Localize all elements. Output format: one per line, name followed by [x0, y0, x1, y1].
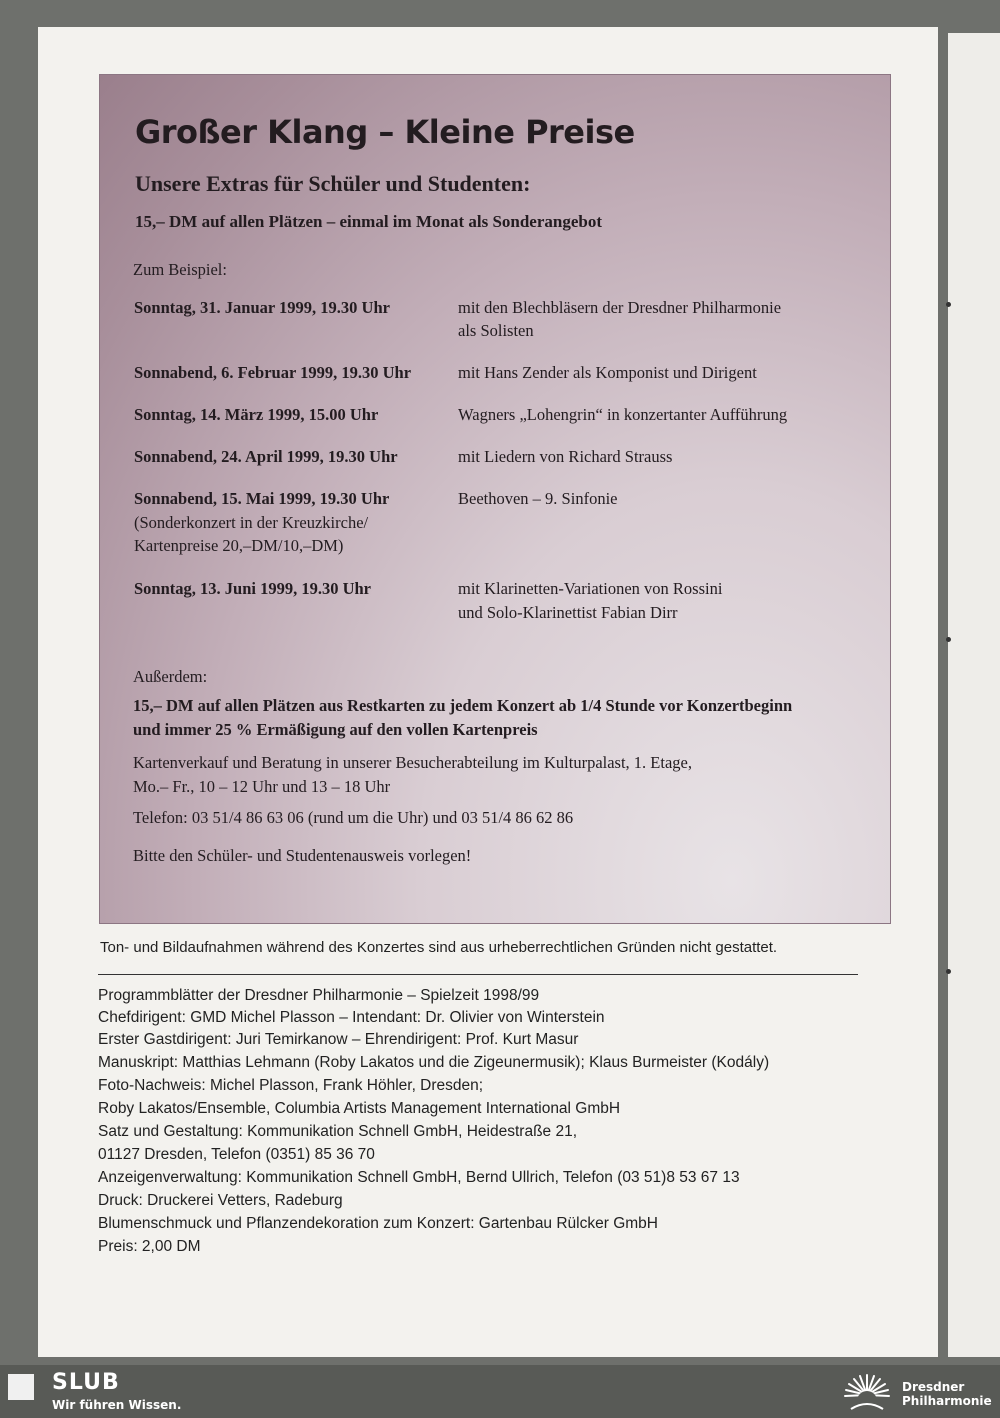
imprint-line: Programmblätter der Dresdner Philharmonie – Spielzeit 1998/99 — [98, 987, 540, 1004]
concert-description: Beethoven – 9. Sinfonie — [458, 489, 618, 508]
imprint-line: Erster Gastdirigent: Juri Temirkanow – Ehrendirigent: Prof. Kurt Masur — [98, 1031, 579, 1048]
imprint-line: Satz und Gestaltung: Kommunikation Schnell GmbH, Heidestraße 21, — [98, 1123, 578, 1140]
slub-logo-text: SLUB — [52, 1370, 120, 1395]
concert-note: (Sonderkonzert in der Kreuzkirche/ — [134, 513, 369, 532]
example-label: Zum Beispiel: — [133, 260, 227, 279]
recording-notice: Ton- und Bildaufnahmen während des Konzertes sind aus urheberrechtlichen Gründen nicht gestattet. — [100, 939, 778, 956]
imprint-line: Chefdirigent: GMD Michel Plasson – Intendant: Dr. Olivier von Winterstein — [98, 1009, 605, 1026]
slub-tagline: Wir führen Wissen. — [52, 1398, 182, 1412]
concert-date: Sonnabend, 6. Februar 1999, 19.30 Uhr — [134, 363, 412, 382]
philharmonie-name-line: Dresdner — [902, 1380, 965, 1394]
philharmonie-logo-text — [902, 1380, 992, 1408]
concert-description: mit Liedern von Richard Strauss — [458, 447, 673, 466]
also-label: Außerdem: — [133, 667, 208, 686]
concert-date: Sonntag, 14. März 1999, 15.00 Uhr — [134, 405, 379, 424]
concert-description: mit Klarinetten-Variationen von Rossini — [458, 579, 723, 598]
concert-description: und Solo-Klarinettist Fabian Dirr — [458, 603, 678, 622]
rest-ticket-offer: 15,– DM auf allen Plätzen aus Restkarten zu jedem Konzert ab 1/4 Stunde vor Konzertbeginn — [133, 696, 793, 715]
adjacent-page-edge — [948, 33, 1000, 1357]
concert-description: mit Hans Zender als Komponist und Dirigent — [458, 363, 757, 382]
offer-subtitle: Unsere Extras für Schüler und Studenten: — [135, 171, 531, 196]
philharmonie-logo-icon — [842, 1371, 892, 1415]
concert-date: Sonntag, 13. Juni 1999, 19.30 Uhr — [134, 579, 372, 598]
philharmonie-name-line: Philharmonie — [902, 1394, 992, 1408]
divider — [98, 974, 858, 975]
phone-info: Telefon: 03 51/4 86 63 06 (rund um die Uhr) und 03 51/4 86 62 86 — [133, 808, 574, 827]
id-note: Bitte den Schüler- und Studentenausweis vorlegen! — [133, 846, 472, 865]
page-mark — [946, 637, 951, 642]
sales-hours: Mo.– Fr., 10 – 12 Uhr und 13 – 18 Uhr — [133, 777, 391, 796]
concert-date: Sonnabend, 24. April 1999, 19.30 Uhr — [134, 447, 398, 466]
imprint-line: Roby Lakatos/Ensemble, Columbia Artists Management International GmbH — [98, 1100, 621, 1117]
imprint-line: Manuskript: Matthias Lehmann (Roby Lakatos und die Zigeunermusik); Klaus Burmeister (Kodály) — [98, 1054, 770, 1071]
concert-date: Sonntag, 31. Januar 1999, 19.30 Uhr — [134, 298, 390, 317]
discount-offer: und immer 25 % Ermäßigung auf den vollen Kartenpreis — [133, 720, 538, 739]
page-mark — [946, 969, 951, 974]
imprint-line: Preis: 2,00 DM — [98, 1238, 201, 1255]
imprint-line: Druck: Druckerei Vetters, Radeburg — [98, 1192, 343, 1209]
offer-title: Großer Klang – Kleine Preise — [135, 113, 635, 151]
offer-price-line: 15,– DM auf allen Plätzen – einmal im Monat als Sonderangebot — [135, 212, 603, 231]
imprint-line: Anzeigenverwaltung: Kommunikation Schnell GmbH, Bernd Ullrich, Telefon (03 51)8 53 67 13 — [98, 1169, 740, 1186]
imprint-line: 01127 Dresden, Telefon (0351) 85 36 70 — [98, 1146, 375, 1163]
page-mark — [946, 302, 951, 307]
concert-description: mit den Blechbläsern der Dresdner Philharmonie — [458, 298, 782, 317]
sales-info: Kartenverkauf und Beratung in unserer Besucherabteilung im Kulturpalast, 1. Etage, — [133, 753, 692, 772]
imprint-line: Foto-Nachweis: Michel Plasson, Frank Höhler, Dresden; — [98, 1077, 484, 1094]
concert-description: Wagners „Lohengrin“ in konzertanter Aufführung — [458, 405, 788, 424]
concert-description: als Solisten — [458, 321, 534, 340]
slub-logo-icon — [8, 1374, 34, 1400]
concert-date: Sonnabend, 15. Mai 1999, 19.30 Uhr — [134, 489, 390, 508]
concert-note: Kartenpreise 20,–DM/10,–DM) — [134, 536, 344, 555]
imprint-line: Blumenschmuck und Pflanzendekoration zum Konzert: Gartenbau Rülcker GmbH — [98, 1215, 658, 1232]
